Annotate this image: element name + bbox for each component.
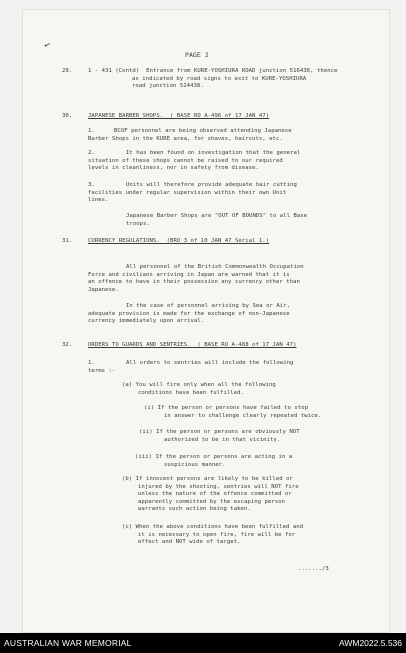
para-30-item-2-number: 2. (88, 150, 95, 156)
para-32-b-line-2: injured by the shooting, sentries will NOT fire (138, 483, 299, 490)
para-30-item-1-line-2: Barber Shops in the KURE area, for shaves, haircuts, etc. (88, 135, 283, 142)
para-32-b-line-1: (b) If innocent persons are likely to be killed or (122, 476, 293, 482)
para-32-c-line-2: it is necessary to open fire, fire will be for (138, 531, 296, 538)
para-32-a-line-1: (a) You will fire only when all the following (122, 382, 276, 388)
para-31-p2-line-2: adequate provision is made for the exchange of non-Japanese (88, 310, 290, 317)
pen-mark-icon: ✓ (42, 39, 52, 52)
para-30-item-3-line-3: lines. (88, 197, 109, 203)
footer-institution: AUSTRALIAN WAR MEMORIAL (4, 638, 132, 648)
para-29-line-2: as indicated by road signs to exit to KURE-YOSHIURA (132, 75, 307, 82)
para-32-c-line-3: effect and NOT wide of target. (138, 539, 241, 545)
para-31-number: 31. (62, 238, 73, 244)
para-32-intro-number: 1. (88, 360, 95, 366)
para-32-i-line-1: (i) If the person or persons have failed to stop (144, 405, 309, 411)
para-31-p1-line-1: All personnel of the British Commonwealth Occupation (126, 264, 304, 270)
footer-reference-id: AWM2022.5.536 (339, 638, 402, 648)
para-31-p1-line-2: Force and civilians arriving in Japan are warned that it is (88, 271, 290, 278)
para-32-iii-line-2: suspicious manner. (164, 461, 226, 468)
para-30-number: 30. (62, 113, 73, 119)
para-32-b-line-4: apparently committed by the escaping person (138, 498, 285, 505)
para-31-p2-line-3: currency immediately upon arrival. (88, 318, 205, 324)
para-32-a-line-2: conditions have been fulfilled. (138, 389, 244, 396)
para-32-ii-line-1: (ii) If the person or persons are obviously NOT (139, 429, 300, 435)
para-30-closing-line-2: troops. (126, 220, 150, 227)
para-29-line-1: 1 - 431 (Contd) Entrance from KURE-YOSHIURA ROAD junction 516436, thence (88, 68, 338, 74)
para-29-number: 29. (62, 68, 73, 74)
para-30-item-3-line-1: Units will therefore provide adequate hair cutting (126, 182, 297, 188)
para-30-item-1-number: 1. (88, 128, 95, 134)
para-32-c-line-1: (c) When the above conditions have been fulfilled and (122, 524, 304, 530)
para-30-item-2-line-1: It has been found on investigation that the general (126, 150, 301, 156)
para-30-item-2-line-3: levels in cleanliness, nor in safety from disease. (88, 165, 259, 171)
para-32-intro-line-1: All orders to sentries will include the following (126, 360, 294, 366)
para-32-b-line-3: unless the nature of the offence committed or (138, 491, 292, 497)
para-30-item-3-line-2: facilities under regular supervision within their own Unit (88, 189, 287, 196)
para-31-p2-line-1: In the case of personnel arriving by Sea or Air, (126, 303, 291, 309)
para-30-item-2-line-2: situation of these shops cannot be raised to our required (88, 157, 283, 164)
para-30-closing-line-1: Japanese Barber Shops are "OUT OF BOUNDS" to all Base (126, 213, 308, 219)
para-32-i-line-2: in answer to challenge clearly repeated twice. (164, 412, 322, 419)
para-31-p1-line-4: Japanese. (88, 286, 119, 293)
para-29-line-3: road junction 514438. (132, 83, 204, 89)
continuation-marker: ......./3 (298, 566, 329, 572)
page-header: PAGE 2 (185, 51, 209, 59)
para-32-iii-line-1: (iii) If the person or persons are acting in a (135, 454, 293, 460)
archive-footer-bar (0, 633, 406, 653)
para-32-number: 32. (62, 342, 73, 348)
para-32-heading: ORDERS TO GUARDS AND SENTRIES. ( BASE RO A-488 of 17 JAN 47) (88, 342, 297, 348)
para-32-ii-line-2: authorized to be in that vicinity. (164, 436, 281, 443)
para-31-heading: CURRENCY REGULATIONS. (BRO 3 of 10 JAN 47 Serial 1.) (88, 238, 270, 244)
para-31-p1-line-3: an offence to have in their possession any currency other than (88, 279, 300, 285)
para-32-intro-line-2: terms :- (88, 367, 116, 374)
para-30-item-1-line-1: BCOF personnel are being observed attending Japanese (114, 128, 292, 134)
para-32-b-line-5: warrants such action being taken. (138, 506, 251, 512)
para-30-item-3-number: 3. (88, 182, 95, 188)
para-30-heading: JAPANESE BARBER SHOPS. ( BASE RO A-496 of 17 JAN 47) (88, 113, 270, 119)
